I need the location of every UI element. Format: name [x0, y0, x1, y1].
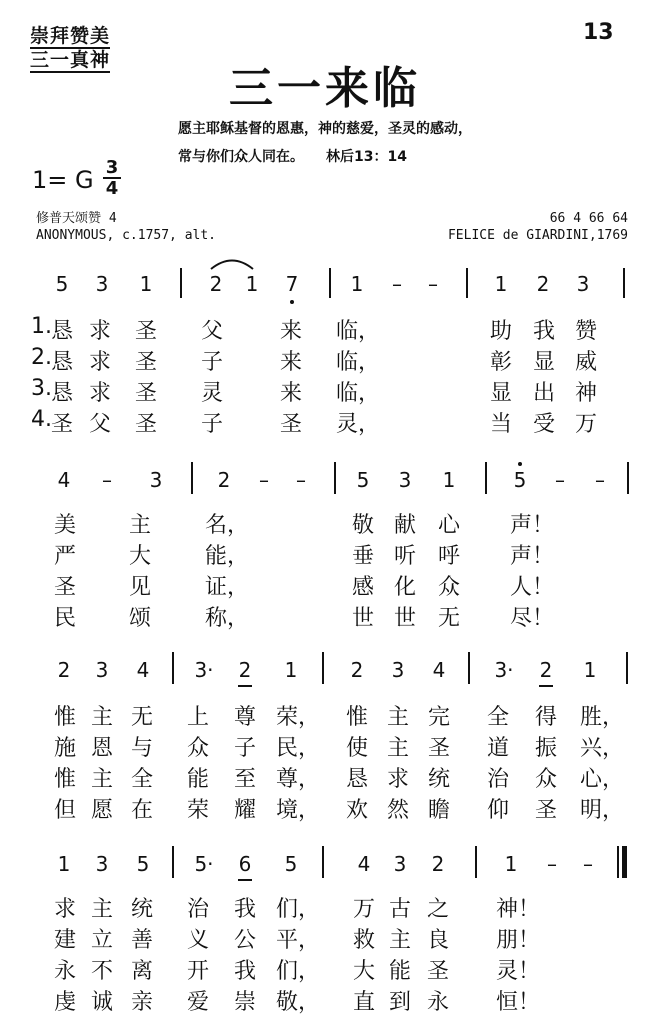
lyric-char: 明，	[580, 798, 625, 823]
lyric-char: 圣	[134, 319, 157, 344]
lyric-char: 荣，	[276, 705, 321, 730]
lyric-char: 主	[386, 736, 409, 761]
key-signature: 1= G	[32, 166, 94, 194]
lyric-char: 惟	[53, 767, 76, 792]
lyric-char: 尊	[233, 705, 256, 730]
lyric-char: 人！	[510, 575, 555, 600]
lyric-char: 救	[352, 928, 375, 953]
lyric-char: 能	[388, 959, 411, 984]
lyric-char: 圣	[53, 575, 76, 600]
lyric-char: 见	[128, 575, 151, 600]
lyric-char: 诚	[90, 990, 113, 1015]
note: 1	[284, 658, 298, 682]
note: 4	[357, 852, 371, 876]
lyric-char: 美	[53, 513, 76, 538]
note: 3·	[194, 658, 214, 682]
note: 3	[576, 272, 590, 296]
scripture-reference: 林后13：14	[326, 149, 407, 165]
lyric-char: 使	[345, 736, 368, 761]
note: 6	[238, 852, 252, 876]
lyric-char: 离	[130, 959, 153, 984]
lyric-char: 灵	[200, 381, 223, 406]
lyric-char: 圣	[427, 736, 450, 761]
note: 4	[57, 468, 71, 492]
note: –	[102, 468, 112, 492]
lyric-char: 恩	[90, 736, 113, 761]
lyric-char: 兴，	[580, 736, 625, 761]
lyric-char: 善	[130, 928, 153, 953]
lyric-char: 来	[279, 350, 302, 375]
note: 3	[391, 658, 405, 682]
lyric-char: 主	[386, 705, 409, 730]
verse-number: 3.	[31, 376, 52, 401]
lyric-char: 圣	[134, 381, 157, 406]
lyric-char: 垂	[351, 544, 374, 569]
lyric-char: 主	[90, 897, 113, 922]
time-sig-bottom: 4	[105, 178, 119, 199]
lyric-char: 民，	[276, 736, 321, 761]
note: 4	[432, 658, 446, 682]
lyric-char: 与	[130, 736, 153, 761]
hymnal-source	[36, 210, 216, 244]
lyric-char: 严	[53, 544, 76, 569]
lyric-char: 大	[128, 544, 151, 569]
lyric-char: 威	[574, 350, 597, 375]
note: 1	[139, 272, 153, 296]
lyric-char: 能	[186, 767, 209, 792]
lyric-char: 赞	[574, 319, 597, 344]
lyric-char: 证，	[205, 575, 250, 600]
scripture-line-1: 愿主耶稣基督的恩惠，神的慈爱，圣灵的感动，	[178, 121, 472, 137]
lyric-char: 众	[437, 575, 460, 600]
lyric-char: 荣	[186, 798, 209, 823]
lyric-char: 主	[388, 928, 411, 953]
lyric-char: 临，	[336, 350, 381, 375]
lyric-char: 求	[53, 897, 76, 922]
note: 5	[284, 852, 298, 876]
lyric-char: 尊，	[276, 767, 321, 792]
lyric-char: 我	[532, 319, 555, 344]
lyric-char: 胜，	[580, 705, 625, 730]
lyric-char: 万	[574, 412, 597, 437]
eighth-underline	[539, 685, 553, 687]
note: 2	[217, 468, 231, 492]
lyric-char: 古	[388, 897, 411, 922]
lyric-char: 万	[352, 897, 375, 922]
bar-line	[172, 846, 174, 878]
note: 1	[350, 272, 364, 296]
lyric-char: 心，	[580, 767, 625, 792]
lyric-char: 子	[233, 736, 256, 761]
lyric-char: 瞻	[427, 798, 450, 823]
note: 5·	[194, 852, 214, 876]
note: 1	[245, 272, 259, 296]
note: 2	[57, 658, 71, 682]
note: 5	[55, 272, 69, 296]
lyric-char: 心	[437, 513, 460, 538]
lyric-char: 欢	[345, 798, 368, 823]
lyric-char: 声！	[510, 513, 555, 538]
lyric-char: 我	[233, 897, 256, 922]
lyric-char: 恳	[50, 319, 73, 344]
note: 2	[238, 658, 252, 682]
bar-line	[334, 462, 336, 494]
lyric-char: 恳	[345, 767, 368, 792]
lyric-char: 无	[437, 606, 460, 631]
lyric-char: 灵！	[496, 959, 541, 984]
bar-line	[468, 652, 470, 684]
note: –	[547, 852, 557, 876]
note: 3	[95, 658, 109, 682]
lyric-char: 境，	[276, 798, 321, 823]
lyric-char: 敬，	[276, 990, 321, 1015]
lyric-char: 开	[186, 959, 209, 984]
note: 3	[398, 468, 412, 492]
scripture-text-2: 常与你们众人同在。	[178, 149, 304, 165]
lyric-char: 颂	[128, 606, 151, 631]
note: –	[428, 272, 438, 296]
lyric-char: 圣	[50, 412, 73, 437]
note: 2	[431, 852, 445, 876]
lyric-char: 之	[426, 897, 449, 922]
bar-line	[180, 268, 182, 298]
lyric-char: 求	[386, 767, 409, 792]
verse-number: 4.	[31, 407, 52, 432]
lyric-char: 我	[233, 959, 256, 984]
note: 5	[356, 468, 370, 492]
note: 5	[136, 852, 150, 876]
note: –	[392, 272, 402, 296]
note: –	[583, 852, 593, 876]
lyric-char: 崇	[233, 990, 256, 1015]
lyric-char: 全	[486, 705, 509, 730]
lyric-char: 求	[88, 319, 111, 344]
tie-arc	[208, 252, 256, 272]
note: 1	[583, 658, 597, 682]
lyric-char: 呼	[437, 544, 460, 569]
lyric-char: 上	[186, 705, 209, 730]
lyric-char: 来	[279, 381, 302, 406]
lyric-char: 爱	[186, 990, 209, 1015]
note: 2	[536, 272, 550, 296]
note: –	[555, 468, 565, 492]
lyric-char: 子	[200, 412, 223, 437]
note: 2	[350, 658, 364, 682]
lyric-char: 助	[489, 319, 512, 344]
lyric-char: 建	[53, 928, 76, 953]
lyric-char: 化	[393, 575, 416, 600]
bar-line	[172, 652, 174, 684]
lyric-char: 称，	[205, 606, 250, 631]
page-number: 13	[583, 20, 614, 45]
lyric-char: 求	[88, 350, 111, 375]
lyric-char: 尽！	[510, 606, 555, 631]
note: 2	[539, 658, 553, 682]
time-signature	[103, 158, 121, 198]
lyric-char: 朋！	[496, 928, 541, 953]
note: –	[259, 468, 269, 492]
note: 4	[136, 658, 150, 682]
note: 3	[95, 272, 109, 296]
lyric-char: 子	[200, 350, 223, 375]
lyric-char: 声！	[510, 544, 555, 569]
note: 1	[494, 272, 508, 296]
bar-line	[623, 268, 625, 298]
note: 5	[513, 468, 527, 492]
lyric-char: 感	[351, 575, 374, 600]
lyric-char: 圣	[426, 959, 449, 984]
note: 3	[393, 852, 407, 876]
bar-line	[466, 268, 468, 298]
note: 2	[209, 272, 223, 296]
octave-dot	[518, 462, 522, 466]
note: –	[595, 468, 605, 492]
note: 3	[95, 852, 109, 876]
tune-meter	[448, 210, 628, 244]
lyric-char: 不	[90, 959, 113, 984]
lyric-char: 名，	[205, 513, 250, 538]
lyric-char: 世	[351, 606, 374, 631]
lyric-char: 但	[53, 798, 76, 823]
lyric-char: 公	[233, 928, 256, 953]
lyric-char: 灵，	[336, 412, 381, 437]
meter: 66 4 66 64	[549, 211, 628, 226]
lyric-char: 恳	[50, 350, 73, 375]
lyric-char: 临，	[336, 319, 381, 344]
bar-line	[322, 652, 324, 684]
note: 1	[504, 852, 518, 876]
lyric-char: 主	[128, 513, 151, 538]
note: –	[296, 468, 306, 492]
lyric-char: 义	[186, 928, 209, 953]
lyric-char: 虔	[53, 990, 76, 1015]
lyric-char: 听	[393, 544, 416, 569]
bar-line	[485, 462, 487, 494]
lyric-char: 愿	[90, 798, 113, 823]
section-line-2: 三一真神	[30, 49, 111, 71]
lyric-char: 道	[486, 736, 509, 761]
time-sig-top: 3	[105, 157, 119, 178]
lyric-char: 永	[53, 959, 76, 984]
lyric-char: 圣	[534, 798, 557, 823]
lyric-char: 大	[352, 959, 375, 984]
lyric-char: 然	[386, 798, 409, 823]
lyric-char: 圣	[279, 412, 302, 437]
lyric-char: 们，	[276, 959, 321, 984]
lyric-char: 治	[186, 897, 209, 922]
lyric-char: 施	[53, 736, 76, 761]
lyric-char: 众	[186, 736, 209, 761]
lyric-char: 恳	[50, 381, 73, 406]
lyric-char: 当	[489, 412, 512, 437]
lyric-char: 父	[88, 412, 111, 437]
lyric-char: 圣	[134, 412, 157, 437]
lyric-char: 良	[426, 928, 449, 953]
lyric-char: 受	[532, 412, 555, 437]
composer-credit: FELICE de GIARDINI,1769	[447, 228, 628, 243]
lyric-char: 主	[90, 767, 113, 792]
lyric-char: 亲	[130, 990, 153, 1015]
lyric-char: 神！	[496, 897, 541, 922]
lyric-char: 至	[233, 767, 256, 792]
lyric-char: 来	[279, 319, 302, 344]
lyric-char: 求	[88, 381, 111, 406]
scripture-line-2	[178, 146, 429, 166]
lyric-char: 世	[393, 606, 416, 631]
lyric-char: 永	[426, 990, 449, 1015]
final-bar-thin	[617, 846, 619, 878]
lyric-char: 献	[393, 513, 416, 538]
hymn-title: 三一来临	[229, 63, 421, 114]
lyric-char: 恒！	[496, 990, 541, 1015]
lyric-char: 父	[200, 319, 223, 344]
bar-line	[626, 652, 628, 684]
verse-number: 1.	[31, 314, 52, 339]
octave-dot	[290, 300, 294, 304]
eighth-underline	[238, 685, 252, 687]
lyric-char: 治	[486, 767, 509, 792]
lyric-char: 显	[532, 350, 555, 375]
lyric-char: 敬	[351, 513, 374, 538]
lyric-char: 完	[427, 705, 450, 730]
lyric-char: 们，	[276, 897, 321, 922]
lyric-char: 惟	[53, 705, 76, 730]
lyric-char: 无	[130, 705, 153, 730]
lyric-char: 得	[534, 705, 557, 730]
lyric-char: 平，	[276, 928, 321, 953]
hymnal-source-line-1: 修普天颂赞 4	[36, 211, 117, 226]
lyric-char: 显	[489, 381, 512, 406]
lyric-char: 出	[532, 381, 555, 406]
lyric-char: 仰	[486, 798, 509, 823]
lyric-char: 能，	[205, 544, 250, 569]
verse-number: 2.	[31, 345, 52, 370]
bar-line	[322, 846, 324, 878]
eighth-underline	[238, 879, 252, 881]
lyric-char: 临，	[336, 381, 381, 406]
lyric-char: 立	[90, 928, 113, 953]
note: 1	[442, 468, 456, 492]
lyric-char: 全	[130, 767, 153, 792]
lyric-char: 在	[130, 798, 153, 823]
bar-line	[627, 462, 629, 494]
lyric-char: 主	[90, 705, 113, 730]
lyricist-credit: ANONYMOUS, c.1757, alt.	[36, 228, 217, 243]
bar-line	[191, 462, 193, 494]
lyric-char: 神	[574, 381, 597, 406]
lyric-char: 圣	[134, 350, 157, 375]
lyric-char: 统	[130, 897, 153, 922]
lyric-char: 统	[427, 767, 450, 792]
final-bar-thick	[622, 846, 627, 878]
lyric-char: 到	[388, 990, 411, 1015]
lyric-char: 彰	[489, 350, 512, 375]
note: 1	[57, 852, 71, 876]
bar-line	[475, 846, 477, 878]
lyric-char: 惟	[345, 705, 368, 730]
section-line-1: 崇拜赞美	[30, 25, 111, 47]
lyric-char: 众	[534, 767, 557, 792]
note: 3	[149, 468, 163, 492]
bar-line	[329, 268, 331, 298]
note: 7	[285, 272, 299, 296]
lyric-char: 振	[534, 736, 557, 761]
note: 3·	[494, 658, 514, 682]
lyric-char: 耀	[233, 798, 256, 823]
lyric-char: 直	[352, 990, 375, 1015]
lyric-char: 民	[53, 606, 76, 631]
